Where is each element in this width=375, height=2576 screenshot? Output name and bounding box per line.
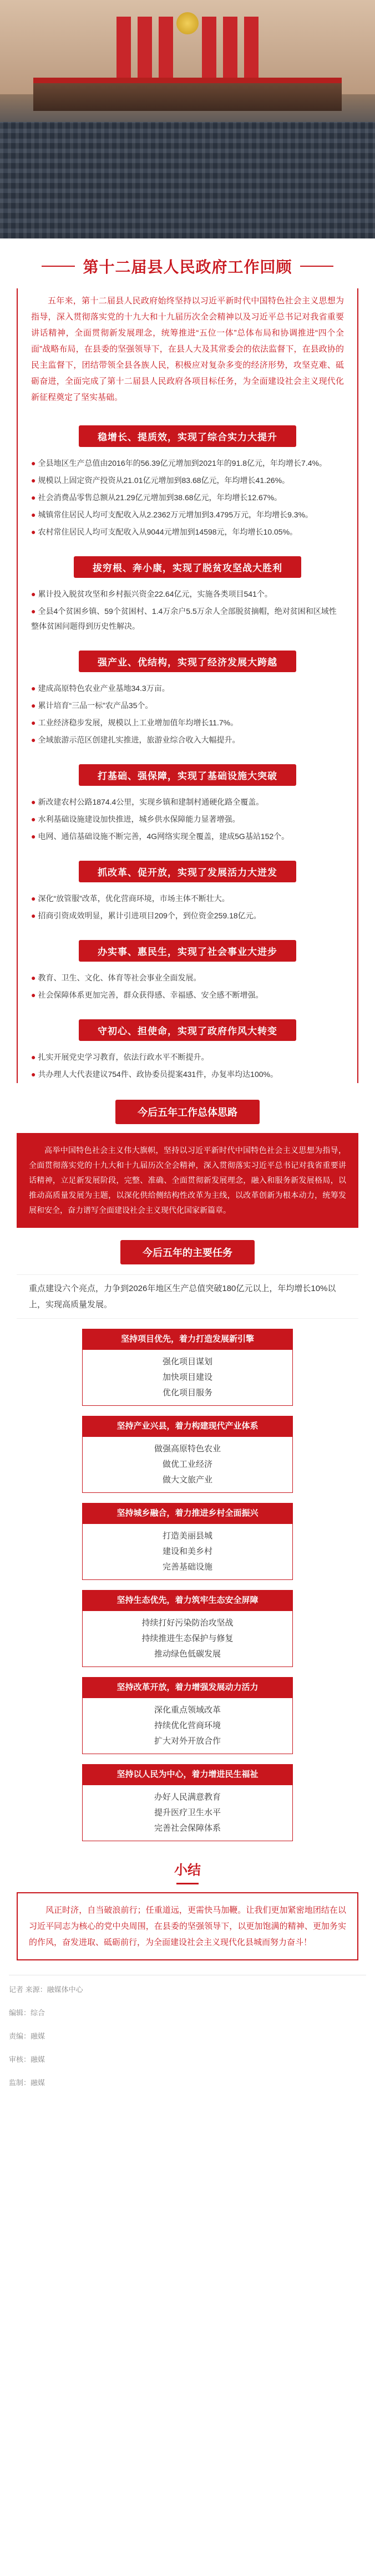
- bullet-text: 规模以上固定资产投资从21.01亿元增加到83.68亿元，年均增长41.26%。: [38, 476, 290, 485]
- task-pillar-body: [82, 1350, 293, 1406]
- credit-reviewer: 审核：融媒: [9, 2055, 45, 2064]
- bullet-text: 电网、通信基础设施不断完善，4G网络实现全覆盖，建成5G基站152个。: [38, 832, 290, 841]
- credit-source: 记者 来源：融媒体中心: [9, 1985, 83, 1994]
- bullet-text: 累计投入脱贫攻坚和乡村振兴资金22.64亿元，实施各类项目541个。: [38, 590, 272, 598]
- section-bullet: [18, 506, 357, 524]
- section-bullet: [18, 890, 357, 907]
- bullet-dot-icon: ●: [31, 832, 36, 841]
- page-title-block: [0, 238, 375, 288]
- bullet-dot-icon: ●: [31, 894, 36, 903]
- section-bullet: [18, 794, 357, 811]
- bullet-text: 扎实开展党史学习教育，依法行政水平不断提升。: [38, 1053, 209, 1061]
- national-emblem-icon: [176, 12, 199, 34]
- section-header: [18, 940, 357, 962]
- bullet-text: 全县地区生产总值由2016年的56.39亿元增加到2021年的91.8亿元，年均增长7.4%。: [38, 459, 327, 468]
- bullet-dot-icon: ●: [31, 510, 36, 519]
- task-item: 持续推进生态保护与修复: [141, 1634, 234, 1643]
- task-item: 优化项目服务: [162, 1388, 212, 1398]
- bullet-text: 建成高原特色农业产业基地34.3万亩。: [38, 684, 170, 693]
- bullet-dot-icon: ●: [31, 459, 36, 468]
- section-bullet: [18, 969, 357, 987]
- bullet-dot-icon: ●: [31, 590, 36, 598]
- bullet-dot-icon: ●: [31, 735, 36, 744]
- bullet-text: 水利基础设施建设加快推进，城乡供水保障能力显著增强。: [38, 815, 240, 824]
- bullet-dot-icon: ●: [31, 797, 36, 806]
- task-pillar: [82, 1416, 293, 1493]
- bullet-text: 社会保障体系更加完善，群众获得感、幸福感、安全感不断增强。: [38, 990, 263, 999]
- task-item: 持续优化营商环境: [154, 1721, 221, 1730]
- bullet-text: 共办理人大代表建议754件、政协委员提案431件，办复率均达100%。: [38, 1070, 278, 1079]
- task-item: 加快项目建设: [162, 1373, 212, 1382]
- bullet-text: 招商引资成效明显，累计引进项目209个，到位资金259.18亿元。: [38, 911, 261, 920]
- bullet-dot-icon: ●: [31, 493, 36, 502]
- bullet-dot-icon: ●: [31, 684, 36, 693]
- section-header: [18, 425, 357, 447]
- task-item: 提升医疗卫生水平: [154, 1808, 221, 1817]
- task-pillar-title: 坚持以人民为中心，着力增进民生福祉: [82, 1764, 293, 1785]
- section-bullet: [18, 907, 357, 924]
- bullet-text: 教育、卫生、文化、体育等社会事业全面发展。: [38, 973, 201, 982]
- section-header: [18, 861, 357, 882]
- task-pillar-title: 坚持生态优先，着力筑牢生态安全屏障: [82, 1590, 293, 1611]
- task-item: 完善社会保障体系: [154, 1823, 221, 1833]
- task-pillar-body: [82, 1698, 293, 1754]
- bullet-text: 全县4个贫困乡镇、59个贫困村、1.4万余户5.5万余人全部脱贫摘帽，绝对贫困和区域性整体贫困问题得到历史性解决。: [31, 607, 337, 631]
- section-title: 稳增长、提质效，实现了综合实力大提升: [79, 425, 296, 447]
- section-header: [18, 651, 357, 672]
- meeting-hall-photo: [0, 0, 375, 238]
- bullet-dot-icon: ●: [31, 701, 36, 710]
- section-title: 抓改革、促开放，实现了发展活力大迸发: [79, 861, 296, 882]
- bullet-text: 深化“放管服”改革，优化营商环境，市场主体不断壮大。: [38, 894, 230, 903]
- credit-chief-editor: 责编：融媒: [9, 2032, 45, 2040]
- bullet-dot-icon: ●: [31, 607, 36, 616]
- bullet-dot-icon: ●: [31, 973, 36, 982]
- page-title: 第十二届县人民政府工作回顾: [83, 258, 292, 276]
- task-pillar-body: [82, 1524, 293, 1580]
- task-item: 打造美丽县城: [162, 1531, 212, 1541]
- task-pillar-title: 坚持项目优先，着力打造发展新引擎: [82, 1329, 293, 1350]
- bullet-dot-icon: ●: [31, 718, 36, 727]
- intro-paragraph: 五年来，第十二届县人民政府始终坚持以习近平新时代中国特色社会主义思想为指导，深入贯彻落实党的十九大和十九届历次全会精神以及习近平总书记对我省重要讲话精神，全面贯彻新发展理念，统筹推进“五位一体”总体布局和协调推进“四个全面”战略布局，在县委的坚强领导下，在县人大及其常委会的依法监督下，在县政协的民主监督下，团结带领全县各族人民，积极应对复杂多变的经济形势，攻坚克难、砥砺奋进，全面完成了第十二届县人民政府各项目标任务，为全面建设社会主义现代化新征程奠定了坚实基础。: [31, 296, 344, 402]
- section-bullet: [18, 524, 357, 541]
- bullet-text: 新改建农村公路1874.4公里，实现乡镇和建制村通硬化路全覆盖。: [38, 797, 264, 806]
- section-header: [18, 1019, 357, 1041]
- section-bullet: [18, 489, 357, 506]
- task-item: 做大文旅产业: [162, 1475, 212, 1485]
- outlook-block: [0, 1100, 375, 1228]
- section-bullet: [18, 811, 357, 828]
- credit-supervisor: 监制：融媒: [9, 2079, 45, 2087]
- task-item: 扩大对外开放合作: [154, 1736, 221, 1746]
- summary-text: 风正时济，自当破浪前行；任重道远，更需快马加鞭。让我们更加紧密地团结在以习近平同志为核心的党中央周围，在县委的坚强领导下，以更加饱满的精神、更加务实的作风，奋发进取、砥砺前行，为全面建设社会主义现代化县城而努力奋斗！: [29, 1906, 346, 1947]
- task-pillar-body: [82, 1785, 293, 1841]
- bullet-text: 工业经济稳步发展，规模以上工业增加值年均增长11.7%。: [38, 718, 239, 727]
- bullet-text: 社会消费品零售总额从21.29亿元增加到38.68亿元，年均增长12.67%。: [38, 493, 282, 502]
- section-bullet: [18, 603, 357, 635]
- task-pillar: [82, 1503, 293, 1580]
- section-bullet: [18, 697, 357, 714]
- section-title: 拔穷根、奔小康，实现了脱贫攻坚战大胜利: [74, 556, 301, 578]
- section-title: 打基础、强保障，实现了基础设施大突破: [79, 764, 296, 786]
- task-pillar: [82, 1677, 293, 1754]
- task-pillar-body: [82, 1611, 293, 1667]
- section-bullet: [18, 586, 357, 603]
- section-bullet: [18, 1049, 357, 1066]
- outlook-text: 高举中国特色社会主义伟大旗帜，坚持以习近平新时代中国特色社会主义思想为指导，全面贯彻落实党的十九大和十九届历次全会精神，深入贯彻落实习近平总书记对我省重要讲话精神，立足新发展阶段，完整、准确、全面贯彻新发展理念，融入和服务新发展格局，以推动高质量发展为主题，以深化供给侧结构性改革为主线，以改革创新为根本动力，统筹发展和安全，奋力谱写全面建设社会主义现代化国家新篇章。: [29, 1146, 346, 1215]
- section-title: 守初心、担使命，实现了政府作风大转变: [79, 1019, 296, 1041]
- task-pillar-title: 坚持产业兴县，着力构建现代产业体系: [82, 1416, 293, 1437]
- bullet-dot-icon: ●: [31, 815, 36, 824]
- task-item: 深化重点领域改革: [154, 1705, 221, 1715]
- task-item: 建设和美乡村: [162, 1547, 212, 1556]
- task-item: 完善基础设施: [162, 1562, 212, 1572]
- credits: [0, 1960, 375, 2123]
- task-pillar-title: 坚持城乡融合，着力推进乡村全面振兴: [82, 1503, 293, 1524]
- section-bullet: [18, 680, 357, 697]
- bullet-dot-icon: ●: [31, 1053, 36, 1061]
- bullet-text: 城镇常住居民人均可支配收入从2.2362万元增加到3.4795万元，年均增长9.3%。: [38, 510, 313, 519]
- bullet-text: 全域旅游示范区创建扎实推进，旅游业综合收入大幅提升。: [38, 735, 240, 744]
- section-bullet: [18, 714, 357, 731]
- section-header: [18, 764, 357, 786]
- bullet-dot-icon: ●: [31, 990, 36, 999]
- section-title: 办实事、惠民生，实现了社会事业大进步: [79, 940, 296, 962]
- section-bullet: [18, 731, 357, 749]
- outlook-title: 今后五年工作总体思路: [115, 1100, 260, 1124]
- task-pillar: [82, 1329, 293, 1406]
- tasks-pillars: [0, 1329, 375, 1841]
- review-sections: [18, 425, 357, 1083]
- bullet-dot-icon: ●: [31, 1070, 36, 1079]
- task-item: 强化项目谋划: [162, 1357, 212, 1366]
- bullet-text: 累计培育“三品一标”农产品35个。: [38, 701, 153, 710]
- task-pillar-body: [82, 1437, 293, 1493]
- bullet-text: 农村常住居民人均可支配收入从9044元增加到14598元，年均增长10.05%。: [38, 527, 298, 536]
- task-pillar: [82, 1590, 293, 1667]
- bullet-dot-icon: ●: [31, 476, 36, 485]
- summary-box: [17, 1892, 358, 1960]
- tasks-title: 今后五年的主要任务: [120, 1240, 255, 1264]
- summary-header: [0, 1859, 375, 1884]
- bullet-dot-icon: ●: [31, 527, 36, 536]
- task-item: 推动绿色低碳发展: [154, 1649, 221, 1659]
- section-bullet: [18, 828, 357, 845]
- task-item: 做强高原特色农业: [154, 1444, 221, 1454]
- review-frame: [17, 288, 358, 1083]
- section-title: 强产业、优结构，实现了经济发展大跨越: [79, 651, 296, 672]
- task-pillar: [82, 1764, 293, 1841]
- bullet-dot-icon: ●: [31, 911, 36, 920]
- tasks-header: [0, 1240, 375, 1264]
- outlook-box: [17, 1133, 358, 1228]
- section-bullet: [18, 472, 357, 489]
- task-pillar-title: 坚持改革开放，着力增强发展动力活力: [82, 1677, 293, 1698]
- section-header: [18, 556, 357, 578]
- section-bullet: [18, 987, 357, 1004]
- section-bullet: [18, 1066, 357, 1083]
- section-bullet: [18, 455, 357, 472]
- task-item: 做优工业经济: [162, 1460, 212, 1469]
- credit-editor: 编辑：综合: [9, 2009, 45, 2017]
- task-item: 办好人民满意教育: [154, 1792, 221, 1802]
- task-item: 持续打好污染防治攻坚战: [141, 1618, 234, 1628]
- summary-title: 小结: [174, 1863, 201, 1878]
- tasks-intro: 重点建设六个亮点，力争到2026年地区生产总值突破180亿元以上，年均增长10%以上，实现高质量发展。: [17, 1274, 358, 1319]
